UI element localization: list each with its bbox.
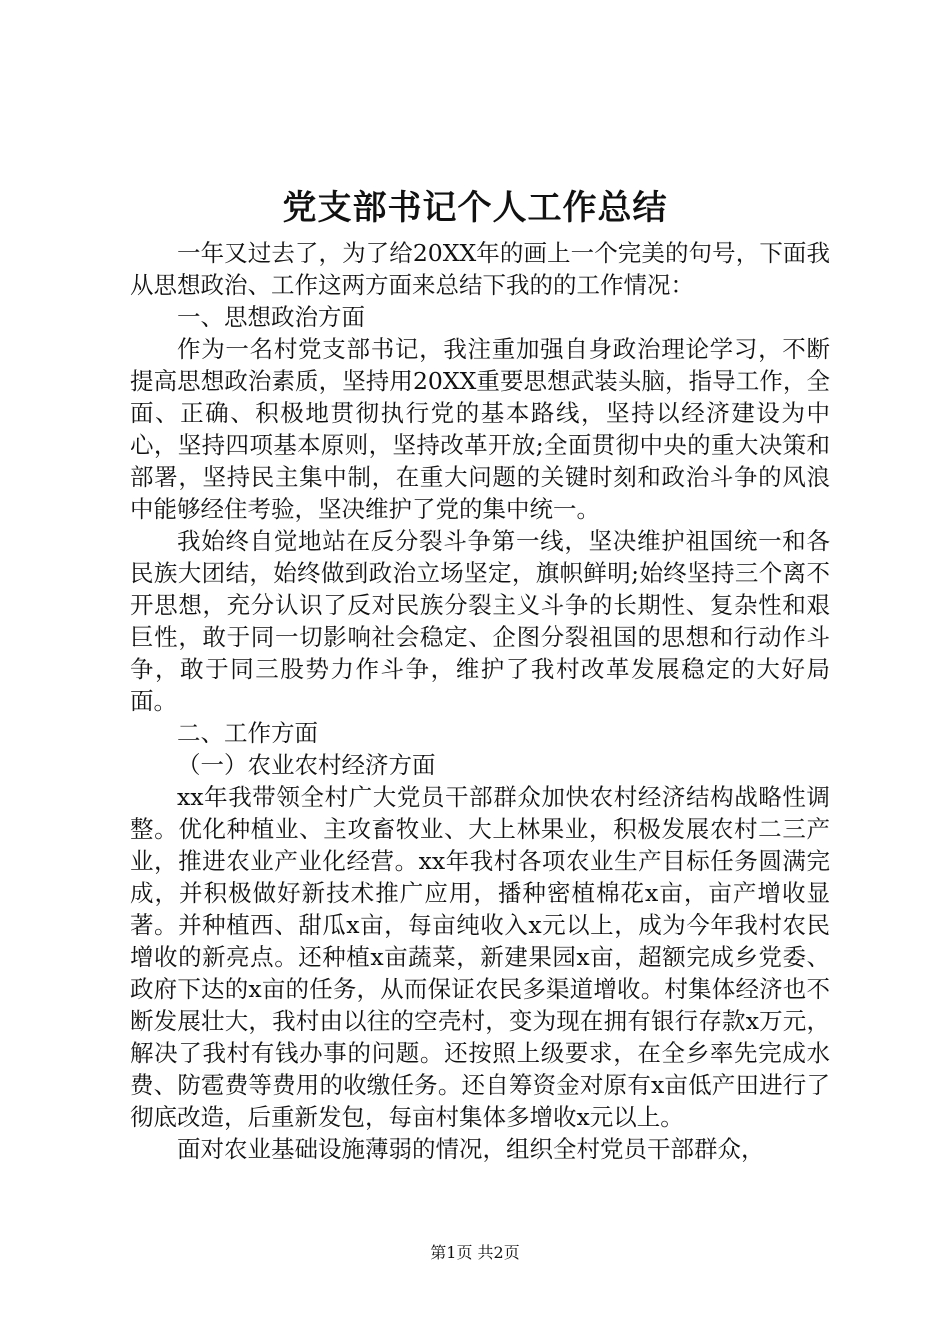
document-title: 党支部书记个人工作总结 [282,188,668,228]
section-heading-ideology: 一、思想政治方面 [177,303,365,331]
paragraph-agriculture: xx年我带领全村广大党员干部群众加快农村经济结构战略性调整。优化种植业、主攻畜牧业、大上林果业，积极发展农村二三产业，推进农业产业化经营。xx年我村各项农业生产目标任务圆满完成，并积极做好新技术推广应用，播种密植棉花x亩，亩产增收显著。并种植西、甜瓜x亩，每亩纯收入x元以上，成为今年我村农民增收的新亮点。还种植x亩蔬菜，新建果园x亩，超额完成乡党委、政府下达的x亩的任务，从而保证农民多渠道增收。村集体经济也不断发展壮大，我村由以往的空壳村，变为现在拥有银行存款x万元，解决了我村有钱办事的问题。还按照上级要求，在全乡率先完成水费、防雹费等费用的收缴任务。还自筹资金对原有x亩低产田进行了彻底改造，后重新发包，每亩村集体多增收x元以上。 [130,783,830,1131]
paragraph-infrastructure: 面对农业基础设施薄弱的情况，组织全村党员干部群众， [177,1135,765,1163]
document-body [130,237,830,1165]
paragraph-ideology-2: 我始终自觉地站在反分裂斗争第一线，坚决维护祖国统一和各民族大团结，始终做到政治立场坚定，旗帜鲜明;始终坚持三个离不开思想，充分认识了反对民族分裂主义斗争的长期性、复杂性和艰巨性，敢于同一切影响社会稳定、企图分裂祖国的思想和行动作斗争，敢于同三股势力作斗争，维护了我村改革发展稳定的大好局面。 [130,527,830,715]
paragraph-ideology-1: 作为一名村党支部书记，我注重加强自身政治理论学习，不断提高思想政治素质，坚持用20XX重要思想武装头脑，指导工作，全面、正确、积极地贯彻执行党的基本路线，坚持以经济建设为中心，坚持四项基本原则，坚持改革开放;全面贯彻中央的重大决策和部署，坚持民主集中制，在重大问题的关键时刻和政治斗争的风浪中能够经住考验，坚决维护了党的集中统一。 [130,335,830,523]
section-heading-work: 二、工作方面 [177,719,318,747]
page-number: 第1页 共2页 [430,1243,520,1262]
paragraph-intro: 一年又过去了，为了给20XX年的画上一个完美的句号，下面我从思想政治、工作这两方面来总结下我的的工作情况： [130,239,830,299]
subsection-heading-agriculture: （一）农业农村经济方面 [177,751,436,779]
